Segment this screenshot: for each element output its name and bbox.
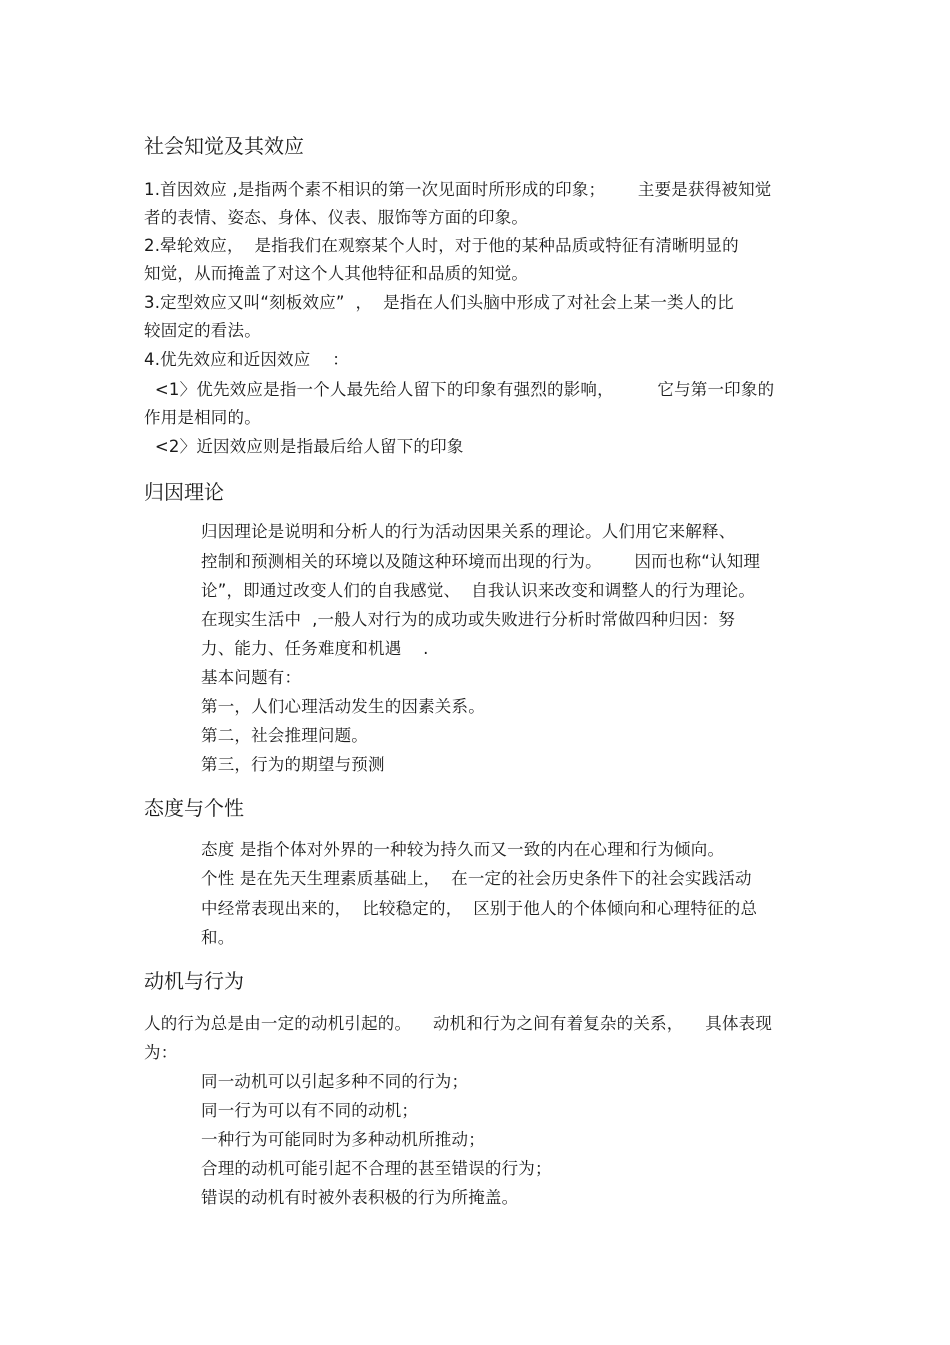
paragraph-line: 和。 [201, 928, 235, 947]
paragraph-line: 第三，行为的期望与预测 [201, 755, 385, 774]
paragraph-line: 作用是相同的。 [144, 408, 261, 427]
paragraph-line: 1.首因效应 ,是指两个素不相识的第一次见面时所形成的印象； 主要是获得被知觉 [144, 180, 772, 199]
paragraph-line: 控制和预测相关的环境以及随这种环境而出现的行为。 因而也称“认知理 [201, 552, 761, 571]
paragraph-line: 态度 是指个体对外界的一种较为持久而又一致的内在心理和行为倾向。 [201, 840, 725, 859]
paragraph-line: 归因理论是说明和分析人的行为活动因果关系的理论。人们用它来解释、 [201, 522, 736, 541]
paragraph-line: 人的行为总是由一定的动机引起的。 动机和行为之间有着复杂的关系， 具体表现 [144, 1014, 773, 1033]
list-item: 同一动机可以引起多种不同的行为； [201, 1072, 469, 1091]
paragraph-line: <1〉优先效应是指一个人最先给人留下的印象有强烈的影响， 它与第一印象的 [144, 380, 775, 399]
paragraph-line: 基本问题有： [201, 668, 302, 687]
section-heading-attitude-personality: 态度与个性 [144, 796, 244, 820]
paragraph-line: 者的表情、姿态、身体、仪表、服饰等方面的印象。 [144, 208, 529, 227]
paragraph-line: 在现实生活中 ,一般人对行为的成功或失败进行分析时常做四种归因：努 [201, 610, 736, 629]
paragraph-line: 2.晕轮效应， 是指我们在观察某个人时，对于他的某种品质或特征有清晰明显的 [144, 236, 739, 255]
paragraph-line: 论”，即通过改变人们的自我感觉、 自我认识来改变和调整人的行为理论。 [201, 581, 756, 600]
paragraph-line: 知觉，从而掩盖了对这个人其他特征和品质的知觉。 [144, 264, 529, 283]
paragraph-line: 第二，社会推理问题。 [201, 726, 368, 745]
list-item: 错误的动机有时被外表积极的行为所掩盖。 [201, 1188, 519, 1207]
paragraph-line: 3.定型效应又叫“刻板效应” ， 是指在人们头脑中形成了对社会上某一类人的比 [144, 293, 734, 312]
paragraph-line: 力、能力、任务难度和机遇 . [201, 639, 429, 658]
section-heading-motivation-behavior: 动机与行为 [144, 969, 244, 993]
section-heading-social-perception: 社会知觉及其效应 [144, 134, 304, 158]
paragraph-line: 中经常表现出来的， 比较稳定的， 区别于他人的个体倾向和心理特征的总 [201, 899, 758, 918]
paragraph-line: 4.优先效应和近因效应 ： [144, 350, 349, 369]
list-item: 一种行为可能同时为多种动机所推动； [201, 1130, 485, 1149]
list-item: 同一行为可以有不同的动机； [201, 1101, 419, 1120]
paragraph-line: 较固定的看法。 [144, 321, 261, 340]
paragraph-line: 第一，人们心理活动发生的因素关系。 [201, 697, 485, 716]
paragraph-line: <2〉近因效应则是指最后给人留下的印象 [144, 437, 464, 456]
section-heading-attribution-theory: 归因理论 [144, 480, 224, 504]
paragraph-line: 个性 是在先天生理素质基础上， 在一定的社会历史条件下的社会实践活动 [201, 869, 752, 888]
paragraph-line: 为： [144, 1043, 178, 1062]
list-item: 合理的动机可能引起不合理的甚至错误的行为； [201, 1159, 552, 1178]
